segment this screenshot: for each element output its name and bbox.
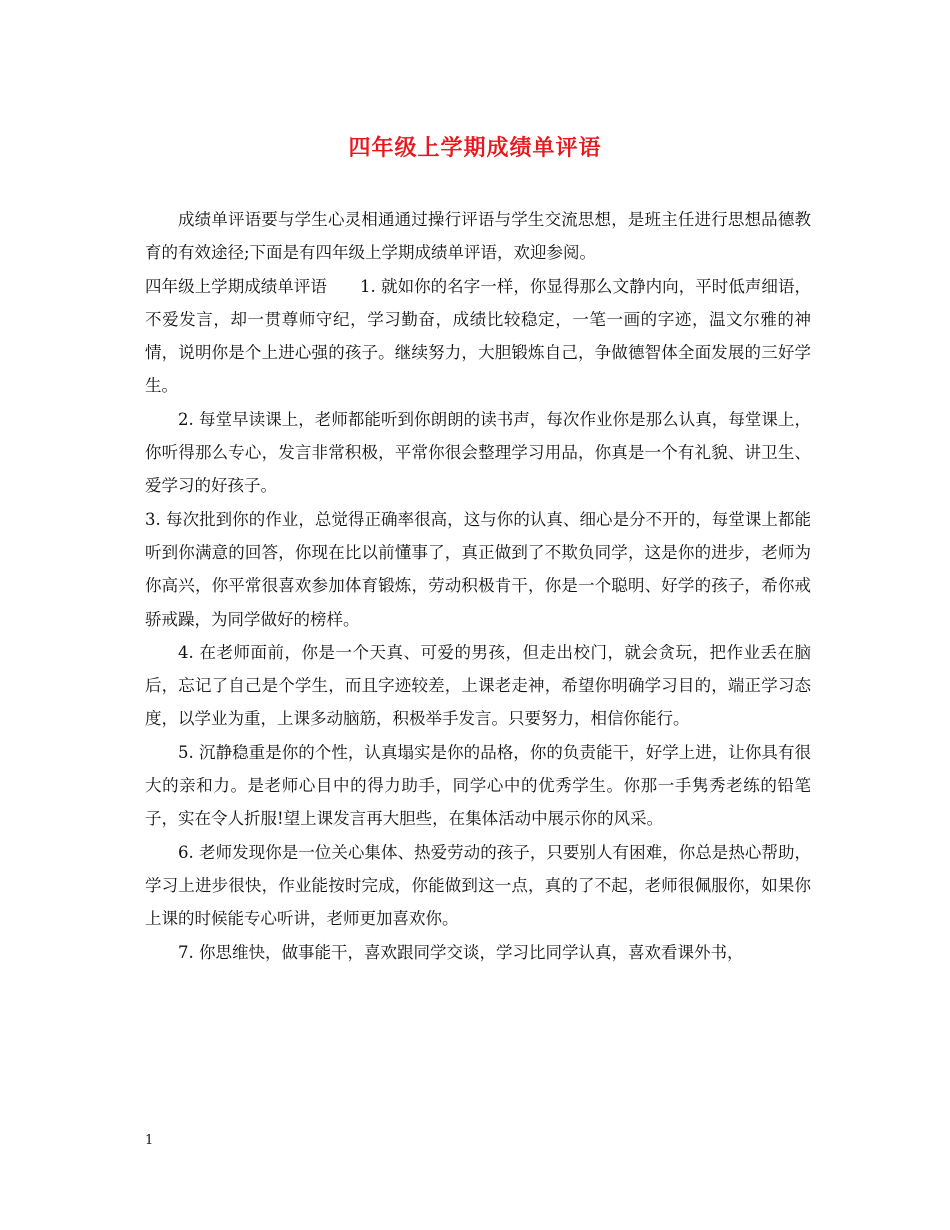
paragraph-comment-4: 4. 在老师面前，你是一个天真、可爱的男孩，但走出校门，就会贪玩，把作业丢在脑后，忘记了自己是个学生，而且字迹较差，上课老走神，希望你明确学习目的，端正学习态度，以学业为重，上课多动脑筋，积极举手发言。只要努力，相信你能行。	[145, 642, 811, 729]
paragraph-intro: 成绩单评语要与学生心灵相通通过操行评语与学生交流思想，是班主任进行思想品德教育的有效途径;下面是有四年级上学期成绩单评语，欢迎参阅。	[145, 210, 811, 263]
paragraph-comment-6: 6. 老师发现你是一位关心集体、热爱劳动的孩子，只要别人有困难，你总是热心帮助，学习上进步很快，作业能按时完成，你能做到这一点，真的了不起，老师很佩服你，如果你上课的时候能专心听讲，老师更加喜欢你。	[145, 842, 811, 929]
paragraph-comment-1: 四年级上学期成绩单评语 1. 就如你的名字一样，你显得那么文静内向，平时低声细语，不爱发言，却一贯尊师守纪，学习勤奋，成绩比较稳定，一笔一画的字迹，温文尔雅的神情，说明你是个上进心强的孩子。继续努力，大胆锻炼自己，争做德智体全面发展的三好学生。	[145, 276, 811, 396]
page-number: 1	[145, 1133, 154, 1148]
paragraph-comment-3: 3. 每次批到你的作业，总觉得正确率很高，这与你的认真、细心是分不开的，每堂课上都能听到你满意的回答，你现在比以前懂事了，真正做到了不欺负同学，这是你的进步，老师为你高兴，你平常很喜欢参加体育锻炼，劳动积极肯干，你是一个聪明、好学的孩子，希你戒骄戒躁，为同学做好的榜样。	[145, 509, 811, 629]
paragraph-comment-2: 2. 每堂早读课上，老师都能听到你朗朗的读书声，每次作业你是那么认真，每堂课上，你听得那么专心，发言非常积极，平常你很会整理学习用品，你真是一个有礼貌、讲卫生、爱学习的好孩子。	[145, 409, 811, 496]
document-body	[145, 203, 811, 969]
paragraph-comment-7: 7. 你思维快，做事能干，喜欢跟同学交谈，学习比同学认真，喜欢看课外书，	[178, 942, 744, 962]
paragraph-comment-5: 5. 沉静稳重是你的个性，认真塌实是你的品格，你的负责能干，好学上进，让你具有很大的亲和力。是老师心目中的得力助手，同学心中的优秀学生。你那一手隽秀老练的铅笔子，实在令人折服!望上课发言再大胆些，在集体活动中展示你的风采。	[145, 742, 811, 829]
document-title: 四年级上学期成绩单评语	[348, 135, 602, 161]
